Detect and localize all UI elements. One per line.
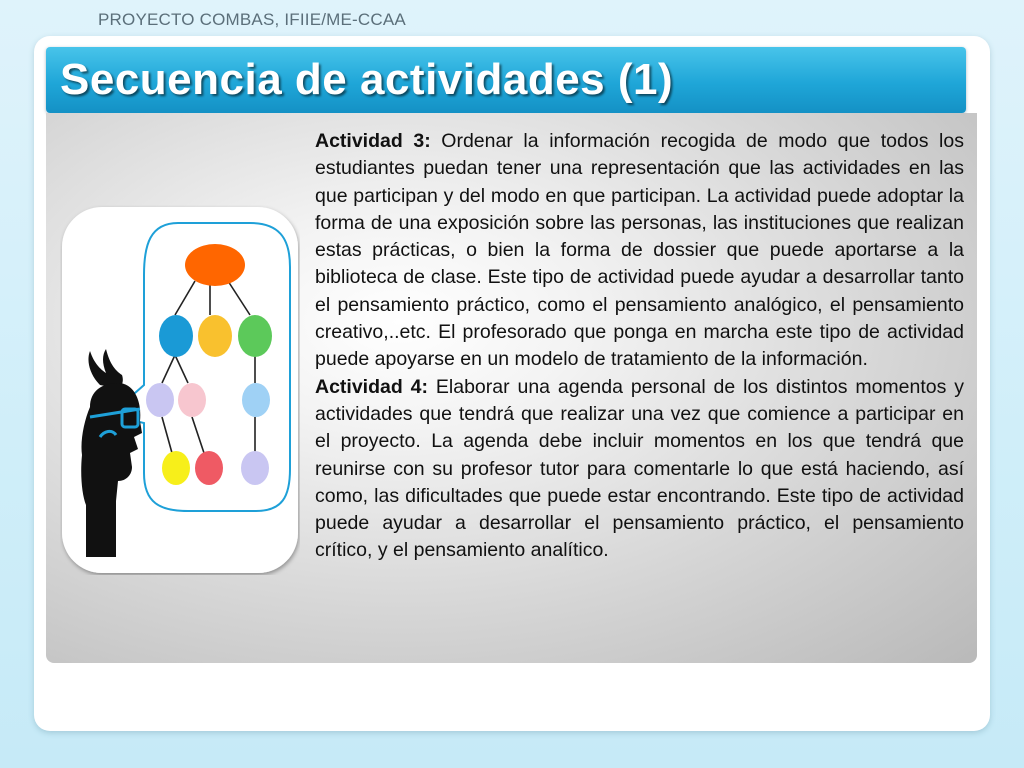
mind-map-node bbox=[159, 315, 193, 357]
mind-map-node bbox=[238, 315, 272, 357]
activity-4-label: Actividad 4: bbox=[315, 375, 428, 398]
mind-map-node bbox=[162, 451, 190, 485]
activity-3-text: Ordenar la información recogida de modo que todos los estudiantes puedan tener una representación que las actividades en las que participan y del modo en que participan. La actividad puede adoptar la forma de una exposición sobre las personas, las instituciones que realizan estas prácticas, o bien la forma de dossier que puede aportarse a la biblioteca de clase. Este tipo de actividad puede ayudar a desarrollar tanto el pensamiento práctico, como el pensamiento analógico, el pensamiento creativo,..etc. El profesorado que ponga en marcha este tipo de actividad puede apoyarse en un modelo de tratamiento de la información. bbox=[315, 130, 964, 371]
slide-body-text bbox=[315, 128, 964, 565]
thinking-person-with-mind-map-icon bbox=[60, 205, 300, 575]
activity-4-text: Elaborar una agenda personal de los distintos momentos y actividades que tendrá que realizar una vez que comience a participar en el proyecto. La agenda debe incluir momentos en los que tendrá que reunirse con su profesor tutor para comentarle lo que está haciendo, así como, las dificultades que puede estar encontrando. Este tipo de actividad puede ayudar a desarrollar el pensamiento práctico, el pensamiento crítico, y el pensamiento analítico. bbox=[315, 375, 965, 562]
header-caption: PROYECTO COMBAS, IFIIE/ME-CCAA bbox=[98, 10, 406, 29]
mind-map-node bbox=[178, 383, 206, 417]
mind-map-node bbox=[198, 315, 232, 357]
mind-map-node bbox=[242, 383, 270, 417]
activity-3-label: Actividad 3: bbox=[315, 130, 431, 152]
mind-map-node bbox=[195, 451, 223, 485]
activity-3-paragraph bbox=[315, 128, 964, 374]
mind-map-node bbox=[241, 451, 269, 485]
activity-4-paragraph bbox=[315, 374, 964, 565]
slide-title: Secuencia de actividades (1) bbox=[60, 55, 674, 104]
mind-map-node bbox=[146, 383, 174, 417]
mind-map-root-node bbox=[185, 244, 245, 286]
